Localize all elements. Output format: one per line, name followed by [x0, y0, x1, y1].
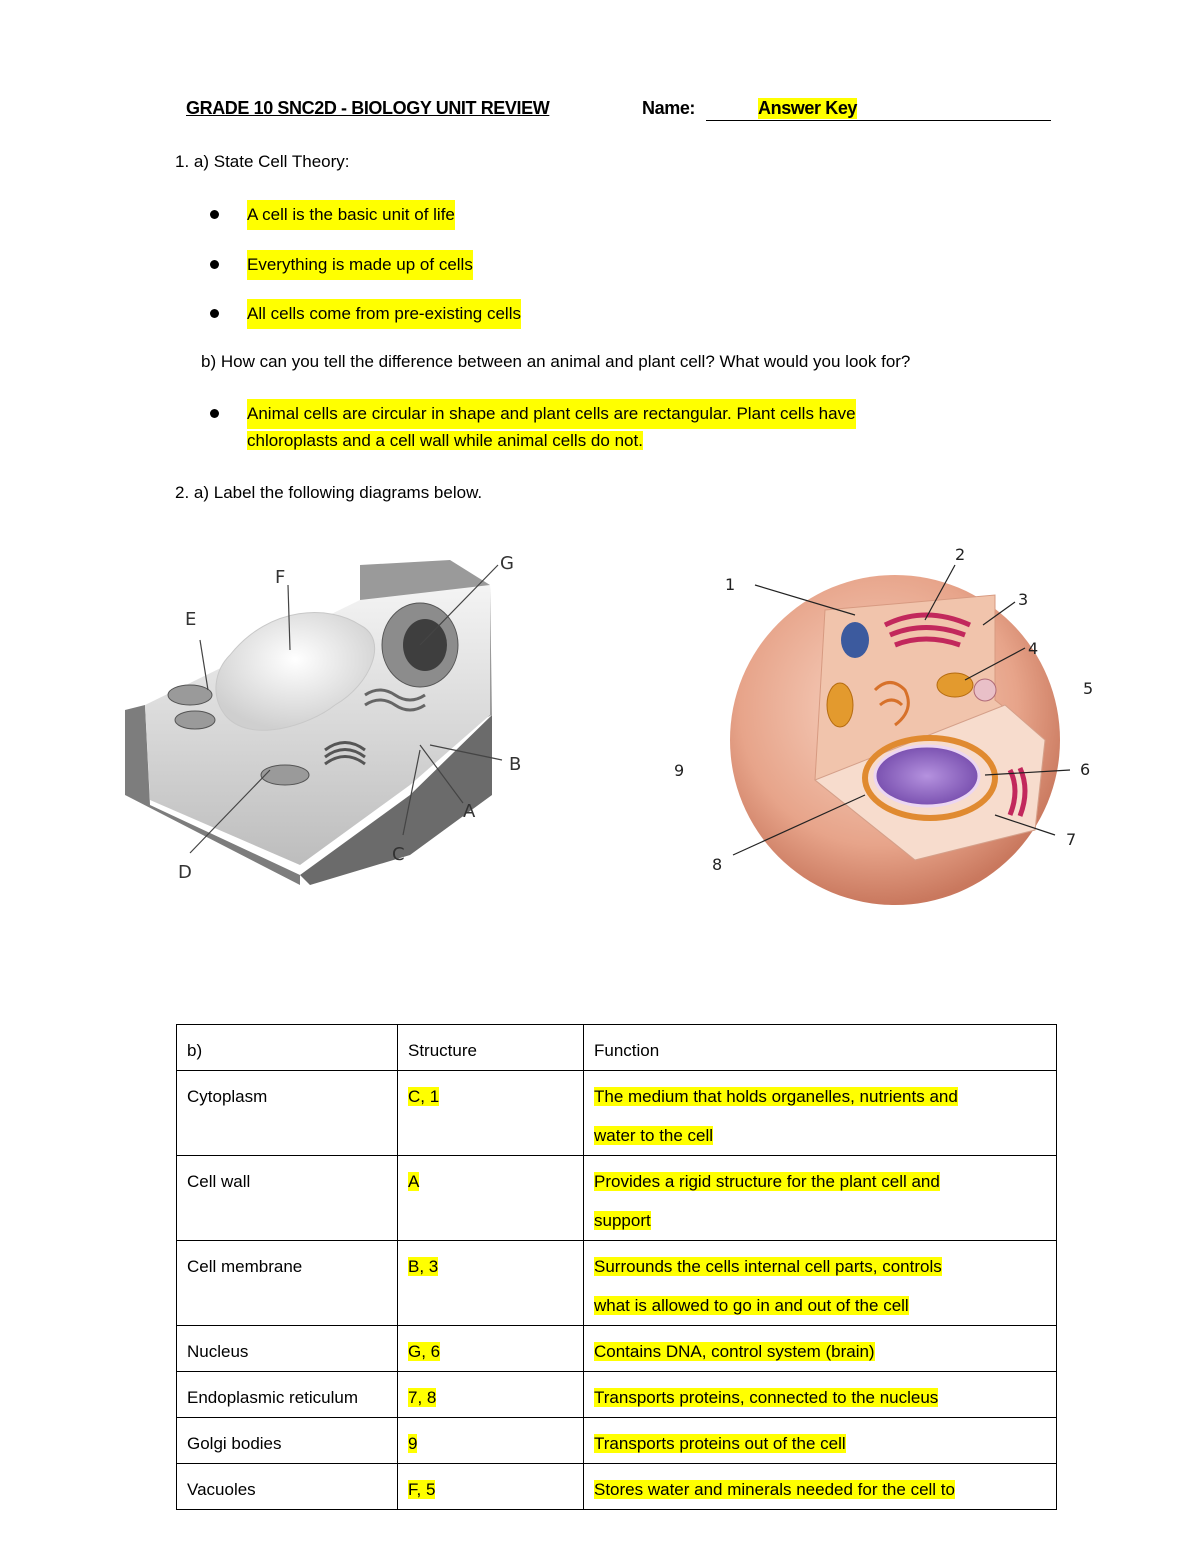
structure-cell — [398, 1464, 584, 1510]
table-row — [177, 1326, 1057, 1372]
table-header: Function — [584, 1025, 1057, 1071]
function-line: Transports proteins, connected to the nucleus — [594, 1388, 939, 1407]
animal-label-4: 4 — [1028, 639, 1039, 658]
table-header: b) — [177, 1025, 398, 1071]
function-cell — [584, 1156, 1057, 1241]
question-1a: 1. a) State Cell Theory: — [175, 152, 350, 171]
organelle-name: Cell wall — [177, 1156, 398, 1241]
function-cell — [584, 1326, 1057, 1372]
function-line: support — [594, 1211, 651, 1230]
function-line: Stores water and minerals needed for the cell to — [594, 1480, 955, 1499]
structure-cell — [398, 1241, 584, 1326]
plant-label-f: F — [275, 567, 286, 588]
mitochondrion — [937, 673, 973, 697]
structure-cell — [398, 1372, 584, 1418]
name-value: Answer Key — [758, 98, 858, 118]
structure-value: F, 5 — [408, 1480, 436, 1499]
structure-cell — [398, 1071, 584, 1156]
animal-label-5: 5 — [1083, 679, 1094, 698]
animal-label-6: 6 — [1080, 760, 1091, 779]
organelle-name: Cell membrane — [177, 1241, 398, 1326]
bullet-text: A cell is the basic unit of life — [247, 200, 455, 230]
bullet-icon — [210, 309, 219, 318]
animal-label-7: 7 — [1066, 830, 1077, 849]
table-row — [177, 1241, 1057, 1326]
question-1b: b) How can you tell the difference between an animal and plant cell? What would you look for? — [201, 352, 911, 371]
function-line: water to the cell — [594, 1126, 714, 1145]
plant-label-a: A — [463, 801, 476, 822]
table-row — [177, 1071, 1057, 1156]
table-header-row — [177, 1025, 1057, 1071]
structure-cell — [398, 1156, 584, 1241]
function-line: Contains DNA, control system (brain) — [594, 1342, 875, 1361]
plant-label-c: C — [392, 844, 405, 865]
organelle-name: Endoplasmic reticulum — [177, 1372, 398, 1418]
function-line: Transports proteins out of the cell — [594, 1434, 846, 1453]
answer-1b-line2-row — [247, 431, 643, 451]
bullet-icon — [210, 260, 219, 269]
structure-value: G, 6 — [408, 1342, 441, 1361]
organelle-name: Vacuoles — [177, 1464, 398, 1510]
structure-value: A — [408, 1172, 420, 1191]
table-row — [177, 1372, 1057, 1418]
organelle-name: Golgi bodies — [177, 1418, 398, 1464]
table-header: Structure — [398, 1025, 584, 1071]
answer-1b-line1: Animal cells are circular in shape and plant cells are rectangular. Plant cells have — [247, 399, 856, 429]
plant-label-d: D — [178, 862, 192, 883]
lysosome — [974, 679, 996, 701]
function-cell — [584, 1071, 1057, 1156]
function-cell — [584, 1418, 1057, 1464]
animal-label-2: 2 — [955, 545, 966, 564]
organelle-name: Nucleus — [177, 1326, 398, 1372]
structure-cell — [398, 1326, 584, 1372]
structure-value: 7, 8 — [408, 1388, 437, 1407]
structure-value: B, 3 — [408, 1257, 439, 1276]
table-row — [177, 1464, 1057, 1510]
function-cell — [584, 1372, 1057, 1418]
centriole — [841, 622, 869, 658]
organelle-table — [176, 1024, 1057, 1510]
plant-cell-diagram — [120, 545, 540, 885]
function-line: Surrounds the cells internal cell parts, controls — [594, 1257, 942, 1276]
organelle-name: Cytoplasm — [177, 1071, 398, 1156]
header — [186, 98, 1056, 126]
table-row — [177, 1418, 1057, 1464]
plant-label-b: B — [509, 754, 522, 775]
name-label: Name: — [642, 98, 696, 118]
animal-label-3: 3 — [1018, 590, 1029, 609]
plant-label-g: G — [500, 553, 514, 574]
structure-cell — [398, 1418, 584, 1464]
nucleus — [875, 746, 979, 806]
plant-label-e: E — [185, 609, 197, 630]
structure-value: C, 1 — [408, 1087, 440, 1106]
nucleolus — [403, 619, 447, 671]
page-title: GRADE 10 SNC2D - BIOLOGY UNIT REVIEW — [186, 98, 550, 118]
animal-label-8: 8 — [712, 855, 723, 874]
answer-1b-line2: chloroplasts and a cell wall while animal cells do not. — [247, 431, 643, 450]
animal-label-1: 1 — [725, 575, 736, 594]
bullet-icon — [210, 409, 219, 418]
function-cell — [584, 1241, 1057, 1326]
table-row — [177, 1156, 1057, 1241]
bullet-text: All cells come from pre-existing cells — [247, 299, 521, 329]
function-line: what is allowed to go in and out of the cell — [594, 1296, 909, 1315]
mitochondrion — [827, 683, 853, 727]
function-cell — [584, 1464, 1057, 1510]
bullet-icon — [210, 210, 219, 219]
function-line: Provides a rigid structure for the plant cell and — [594, 1172, 940, 1191]
structure-value: 9 — [408, 1434, 418, 1453]
animal-cell-diagram — [665, 540, 1105, 910]
function-line: The medium that holds organelles, nutrients and — [594, 1087, 958, 1106]
question-2a: 2. a) Label the following diagrams below. — [175, 483, 483, 502]
animal-label-9: 9 — [674, 761, 685, 780]
bullet-text: Everything is made up of cells — [247, 250, 473, 280]
